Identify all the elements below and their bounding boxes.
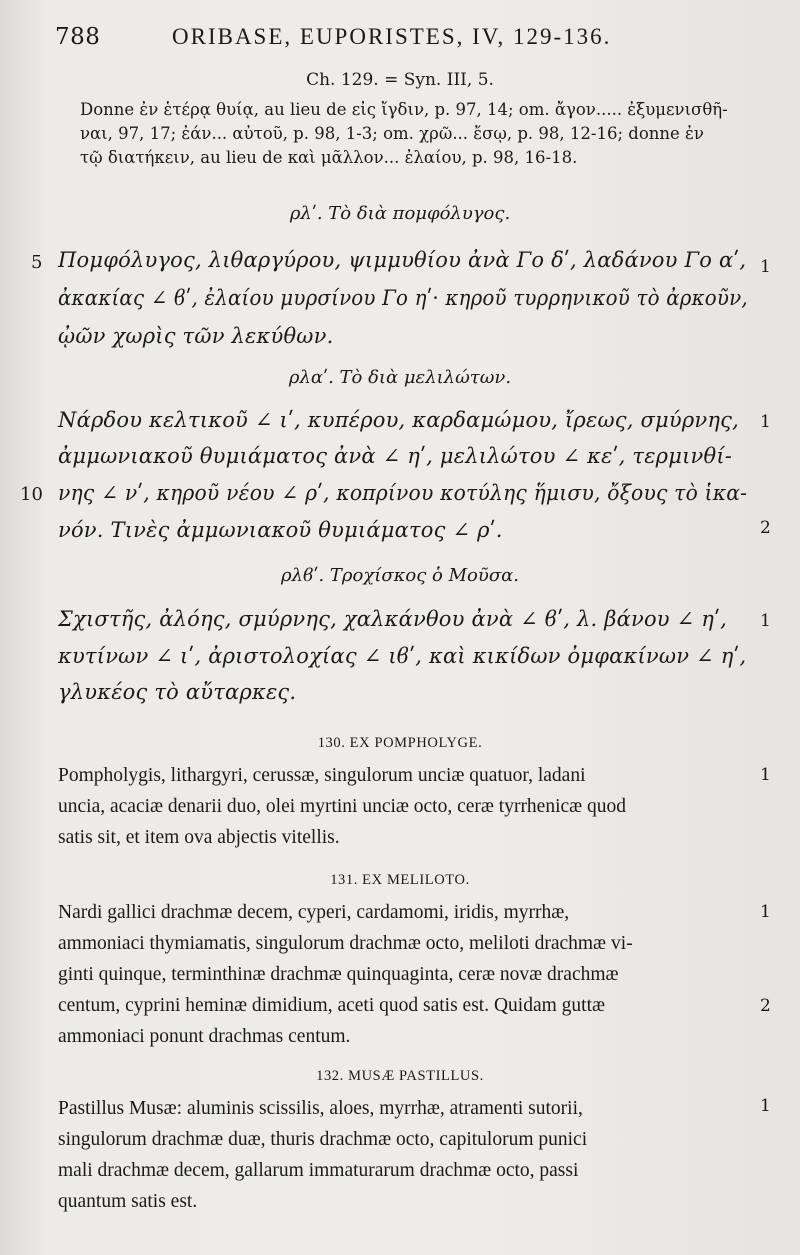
latin-line: ammoniaci ponunt drachmas centum. xyxy=(58,1026,351,1047)
margin-mark: 1 xyxy=(760,257,771,277)
greek-line: νόν. Τινὲς ἀμμωνιακοῦ θυμιάματος ∠ ρʹ. xyxy=(58,518,503,542)
margin-mark: 2 xyxy=(760,518,771,538)
note-line: ναι, 97, 17; ἐάν... αὐτοῦ, p. 98, 1-3; om. χρῶ... ἔσῳ, p. 98, 12-16; donne ἐν xyxy=(80,124,704,143)
margin-mark: 2 xyxy=(760,996,771,1016)
margin-mark: 1 xyxy=(760,765,771,785)
greek-line: γλυκέος τὸ αὔταρκες. xyxy=(58,680,297,704)
margin-mark: 1 xyxy=(760,611,771,631)
latin-line: Pastillus Musæ: aluminis scissilis, aloes, myrrhæ, atramenti sutorii, xyxy=(58,1098,583,1119)
latin-line: quantum satis est. xyxy=(58,1191,198,1212)
chapter-reference: Ch. 129. = Syn. III, 5. xyxy=(306,70,494,90)
greek-line: κυτίνων ∠ ιʹ, ἀριστολοχίας ∠ ιϐʹ, καὶ κικίδων ὀμφακίνων ∠ ηʹ, xyxy=(58,644,747,668)
running-title: ORIBASE, EUPORISTES, IV, 129-136. xyxy=(172,24,612,49)
page-number: 788 xyxy=(55,24,101,50)
greek-line: Σχιστῆς, ἀλόης, σμύρνης, χαλκάνθου ἀνὰ ∠ ϐʹ, λ. βάνου ∠ ηʹ, xyxy=(58,607,728,631)
latin-line: singulorum drachmæ duæ, thuris drachmæ octo, capitulorum punici xyxy=(58,1129,588,1150)
greek-section-title: ρλϐʹ. Τροχίσκος ὁ Μοῦσα. xyxy=(281,565,519,586)
note-line: τῷ διατήκειν, au lieu de καὶ μᾶλλον... ἐλαίου, p. 98, 16-18. xyxy=(80,148,578,167)
latin-line: Pompholygis, lithargyri, cerussæ, singulorum unciæ quatuor, ladani xyxy=(58,765,586,786)
greek-line: νης ∠ νʹ, κηροῦ νέου ∠ ρʹ, κοπρίνου κοτύλης ἥμισυ, ὄξους τὸ ἱκα- xyxy=(58,481,748,505)
greek-line: ἀμμωνιακοῦ θυμιάματος ἀνὰ ∠ ηʹ, μελιλώτου ∠ κεʹ, τερμινθί- xyxy=(58,444,733,468)
margin-mark: 1 xyxy=(760,902,771,922)
margin-mark: 1 xyxy=(760,412,771,432)
greek-section-title: ρλαʹ. Τὸ διὰ μελιλώτων. xyxy=(288,367,512,388)
greek-line: Πομφόλυγος, λιθαργύρου, ψιμμυθίου ἀνὰ Γο δʹ, λαδάνου Γο αʹ, xyxy=(58,248,747,272)
greek-section-title: ρλʹ. Τὸ διὰ πομφόλυγος. xyxy=(289,203,511,224)
latin-line: Nardi gallici drachmæ decem, cyperi, cardamomi, iridis, myrrhæ, xyxy=(58,902,570,923)
greek-line: Νάρδου κελτικοῦ ∠ ιʹ, κυπέρου, καρδαμώμου, ἴρεως, σμύρνης, xyxy=(58,408,739,432)
latin-line: centum, cyprini heminæ dimidium, aceti quod satis est. Quidam guttæ xyxy=(58,995,606,1016)
margin-mark: 1 xyxy=(760,1096,771,1116)
latin-line: satis sit, et item ova abjectis vitellis. xyxy=(58,827,340,848)
line-number: 10 xyxy=(20,484,43,505)
latin-line: uncia, acaciæ denarii duo, olei myrtini unciæ octo, ceræ tyrrhenicæ quod xyxy=(58,796,627,817)
latin-line: mali drachmæ decem, gallarum immaturarum drachmæ octo, passi xyxy=(58,1160,579,1181)
greek-line: ᾠῶν χωρὶς τῶν λεκύθων. xyxy=(58,324,334,348)
latin-section-title: 131. EX MELILOTO. xyxy=(330,872,470,888)
greek-line: ἀκακίας ∠ ϐʹ, ἐλαίου μυρσίνου Γο ηʹ· κηροῦ τυρρηνικοῦ τὸ ἀρκοῦν, xyxy=(58,286,748,310)
latin-section-title: 132. MUSÆ PASTILLUS. xyxy=(316,1068,484,1084)
latin-section-title: 130. EX POMPHOLYGE. xyxy=(317,735,483,751)
line-number: 5 xyxy=(31,252,43,273)
latin-line: ginti quinque, terminthinæ drachmæ quinquaginta, ceræ novæ drachmæ xyxy=(58,964,619,985)
latin-line: ammoniaci thymiamatis, singulorum drachmæ octo, meliloti drachmæ vi- xyxy=(58,933,633,954)
note-line: Donne ἐν ἑτέρᾳ θυίᾳ, au lieu de εἰς ἴγδιν, p. 97, 14; om. ἄγον..... ἐξυμενισθῆ- xyxy=(80,100,728,119)
